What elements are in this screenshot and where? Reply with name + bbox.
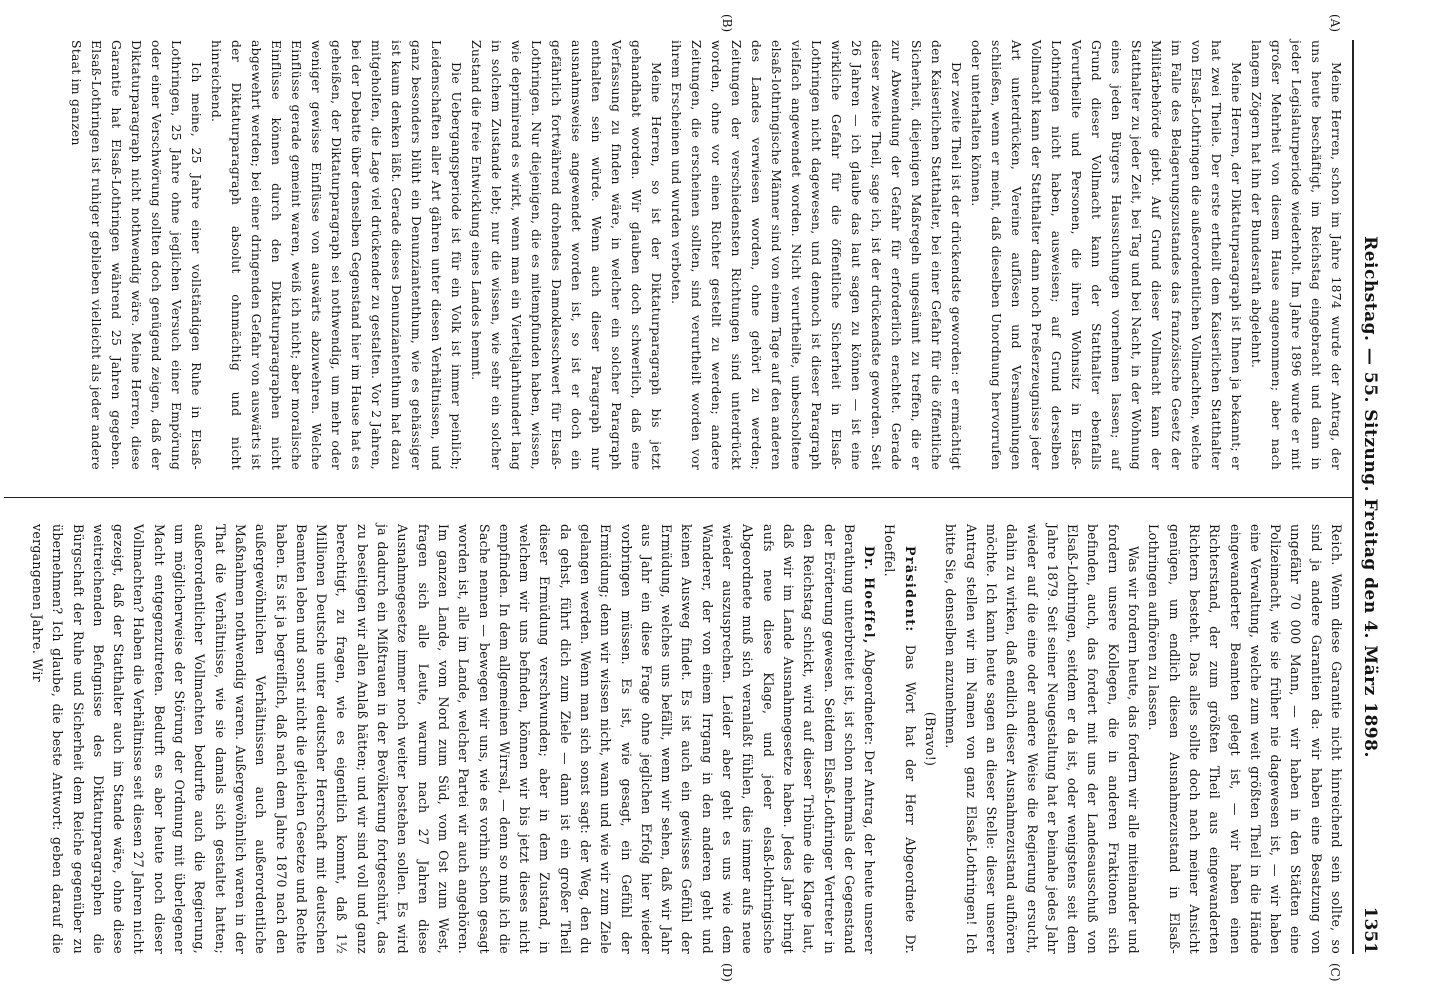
paragraph: Reich. Wenn diese Garantie nicht hinreichend sein sollte, so sind ja andere Garantien da: wir haben eine Besatzung von ungefähr 70 000 Mann, — wir haben in den Städten eine Polizeimacht, wie sie früher nie dagewesen ist, — wir haben eine Verwaltung, welche zum weit größten Theil in die Hände eingewanderter Beamten gelegt ist, — wir haben einen Richterstand, der zum größten Theil aus eingewanderten Richtern besteht. Das alles sollte doch nach meiner Ansicht genügen, um endlich diesen Ausnahmezustand in Elsaß-Lothringen aufhören zu lassen. xyxy=(1146,524,1344,954)
paragraph: Ich meine, 25 Jahre einer vollständigen Ruhe in Elsaß-Lothringen, 25 Jahre ohne jeglichen Versuch einer Empörung oder einer Verschwörung sollten doch genügend zeigen, daß der Diktaturparagraph nicht nothwendig wäre. Meine Herren, diese Garantie hat Elsaß-Lothringen während 25 Jahren gegeben. Elsaß-Lothringen ist ruhiger geblieben vielleicht als jeder andere Staat im ganzen xyxy=(69,40,204,470)
president-statement xyxy=(879,524,920,954)
president-label: Präsident: xyxy=(902,546,918,633)
header-rule xyxy=(1352,40,1354,954)
margin-marker-d: (D) xyxy=(720,963,734,982)
applause-note: (Bravo!) xyxy=(923,711,939,767)
paragraph: Was wir fordern heute, das fordern wir alle miteinander und fordern unsere Kollegen, die in anderen Fraktionen sich befinden, auch, das fordert mit uns der Landesausschuß von Elsaß-Lothringen, seitdem er da ist, oder wenigstens seit dem Jahre 1879. Seit seiner Neugestaltung hat er beinahe jedes Jahr wieder auf die eine oder andere Weise die Regierung ersucht, dahin zu wirken, daß endlich dieser Ausnahmezustand aufhören möchte. Ich kann heute sagen an dieser Stelle: dieser unserer Antrag stellen wir im Namen von ganz Elsaß-Lothringen! Ich bitte Sie, denselben anzunehmen. xyxy=(943,524,1142,954)
speech-text: Abgeordneter: Der Antrag, der heute unserer Berathung unterbreitet ist, ist schon mehrmals der Gegenstand der Erörterung gewesen. Seitdem Elsaß-Lothringer Vertreter in den Reichstag schickt, wird auf dieser Tribüne die Klage laut, daß wir im Lande Ausnahmegesetze haben. Jedes Jahr bringt aufs neue diese Klage, und jeder elsaß-lothringische Abgeordnete muß sich veranlaßt fühlen, dies immer aufs neue wieder auszusprechen. Leider aber geht es uns wie dem Wanderer, der von einem Irrgang in den anderen geht und keinen Ausweg findet. Es ist auch ein gewisses Gefühl der Ermüdung, welches uns befällt, wenn wir sehen, daß wir Jahr aus Jahr ein diese Frage ohne jeglichen Erfolg hier wieder vorbringen müssen. Es ist, wie gesagt, ein Gefühl der Ermüdung; denn wir wissen nicht, wann und wie wir zum Ziele gelangen werden. Wenn man sich sonst sagt: der Weg, den du da gehst, führt dich zum Ziele — dann ist ein großer Theil dieser Ermüdung verschwunden; aber in dem Zustand, in welchem wir uns befinden, können wir bis jetzt dieses nicht empfinden. In dem allgemeinen Wirrsal, — denn so muß ich die Sache nennen — bewegen wir uns, wie es vorhin schon gesagt worden ist, alle im Lande, welcher Partei wir auch angehören. Im ganzen Lande, vom Nord zum Süd, vom Ost zum West, fragen sich alle Leute, warum nach 27 Jahren diese Ausnahmegesetze immer noch weiter bestehen sollen. Es wird ja dadurch ein Mißtrauen in der Bevölkerung fortgeschürt, das zu beseitigen wir allen Anlaß hätten; und wir sind voll und ganz berechtigt, zu fragen, wie es eigentlich kommt, daß 1½ Millionen Deutsche unter deutscher Herrschaft mit deutschen Beamten leben und sonst nicht die gleichen Gesetze und Rechte haben. Es ist ja begreiflich, daß nach dem Jahre 1870 nach den außergewöhnlichen Verhältnissen auch außerordentliche Maßnahmen nothwendig waren. Außergewöhnlich waren in der That die Verhältnisse, wie sie damals sich gestaltet hatten; außerordentlicher Vollmachten bedurfte auch die Regierung, um möglicherweise der Störung der Ordnung mit überlegener Macht entgegenzutreten. Bedurft es aber heute noch dieser Vollmachten? Haben die Verhältnisse seit diesen 27 Jahren nicht gezeigt, daß der Statthalter auch im Stande wäre, ohne diese weitreichenden Befugnisse des Diktaturparagraphen die Bürgschaft der Ruhe und Sicherheit dem Reiche gegenüber zu übernehmen? Ich glaube, die beste Antwort: geben darauf die vergangenen Jahre. Wir xyxy=(30,524,878,954)
margin-marker-a: (A) xyxy=(1328,14,1342,33)
margin-marker-b: (B) xyxy=(720,14,734,33)
paragraph: Die Uebergangsperiode ist für ein Volk ist immer peinlich; Leidenschaften aller Art gähren unter diesen Verhältnissen, und ganz besonders blüht ein Denunziantenthum, wie es gehässiger ist kaum denken läßt. Gerade dieses Denunziantenthum hat dazu mitgeholfen, die Lage viel drückender zu gestalten. Vor 2 Jahren, bei der Debatte über denselben Gegenstand hier im Hause hat es geheißen, der Diktaturparagraph sei nothwendig, um mehr oder weniger gewisse Einflüsse von auswärts abzuwehren. Welche Einflüsse gerade gemeint waren, weiß ich nicht; aber moralische Einflüsse können durch den Diktaturparagraphen nicht abgewehrt werden; bei einer dringenden Gefahr von auswärts ist der Diktaturparagraph absolut ohnmächtig und nicht hinreichend. xyxy=(209,40,464,470)
speech xyxy=(27,524,879,954)
running-head xyxy=(1352,40,1386,954)
right-column xyxy=(27,524,1346,954)
paragraph: Meine Herren, der Diktaturparagraph ist Ihnen ja bekannt; er hat zwei Theile. Der erste ertheilt dem Kaiserlichen Statthalter von Elsaß-Lothringen die außerordentlichen Vollmachten, welche im Falle des Belagerungszustandes das französische Gesetz der Militärbehörde giebt. Auf Grund dieser Vollmacht kann der Statthalter zu jeder Zeit, bei Tag und bei Nacht, in der Wohnung eines jeden Bürgers Haussuchungen vornehmen lassen; auf Grund dieser Vollmacht kann der Statthalter ebenfalls Verurtheilte und Personen, die ihren Wohnsitz in Elsaß-Lothringen nicht haben, ausweisen; auf Grund derselben Vollmacht kann der Statthalter dann noch Preßerzeugnisse jeder Art unterdrücken, Vereine auflösen und Versammlungen schließen, wenn er meint, daß dieselben Unordnung hervorrufen oder unterhalten können. xyxy=(969,40,1244,470)
paragraph: Meine Herren, so ist der Diktaturparagraph bis jetzt gehandhabt worden. Wir glauben doch schwerlich, daß eine Verfassung zu finden wäre, in welcher ein solcher Paragraph enthalten sein würde. Wenn auch dieser Paragraph nur ausnahmsweise angewendet worden ist, so ist er doch ein gefährlich fortwährend drohendes Damoklesschwert für Elsaß-Lothringen. Nur diejenigen, die es mitempfunden haben, wissen, wie deprimirend es wirkt, wenn man ein Vierteljahrhundert lang in solchem Zustande lebt; nur die wissen, wie sehr ein solcher Zustand die freie Entwicklung eines Landes hemmt. xyxy=(469,40,664,470)
paragraph: Der zweite Theil ist der drückendste geworden: er ermächtigt den Kaiserlichen Statthalter, bei einer Gefahr für die öffentliche Sicherheit, diejenigen Maßregeln ungesäumt zu treffen, die er zur Abwendung der Gefahr für erforderlich erachtet. Gerade dieser zweite Theil, sage ich, ist der drückendste geworden. Seit 26 Jahren — ich glaube das laut sagen zu können — ist eine wirkliche Gefahr für die öffentliche Sicherheit in Elsaß-Lothringen nicht dagewesen, und dennoch ist dieser Paragraph vielfach angewendet worden. Nicht verurtheilte, unbescholtene elsaß-lothringische Männer sind von einem Tage auf den anderen des Landes verwiesen worden, ohne gehört zu werden; Zeitungen der verschiedensten Richtungen sind unterdrückt worden, ohne vor einen Richter gestellt zu werden; andere Zeitungen, die erscheinen sollten, sind verurtheilt worden vor ihrem Erscheinen und wurden verboten. xyxy=(669,40,964,470)
margin-marker-c: (C) xyxy=(1328,963,1342,982)
page-number: 1351 xyxy=(1360,906,1380,954)
column-divider xyxy=(4,497,1352,498)
speaker-label: Dr. Hoeffel, xyxy=(862,546,878,645)
paragraph: Meine Herren, schon im Jahre 1874 wurde der Antrag, der uns heute beschäftigt, im Reichstag eingebracht und dann in jeder Legislaturperiode wiederholt. Im Jahre 1896 wurde er mit großer Mehrheit von diesem Hause angenommen; aber nach langem Zögern hat ihn der Bundesrath abgelehnt. xyxy=(1249,40,1344,470)
president-text: Das Wort hat der Herr Abgeordnete Dr. Hoeffel. xyxy=(882,524,918,954)
running-title: Reichstag. — 55. Sitzung. Freitag den 4. März 1898. xyxy=(1360,236,1380,758)
left-column xyxy=(66,40,1346,470)
